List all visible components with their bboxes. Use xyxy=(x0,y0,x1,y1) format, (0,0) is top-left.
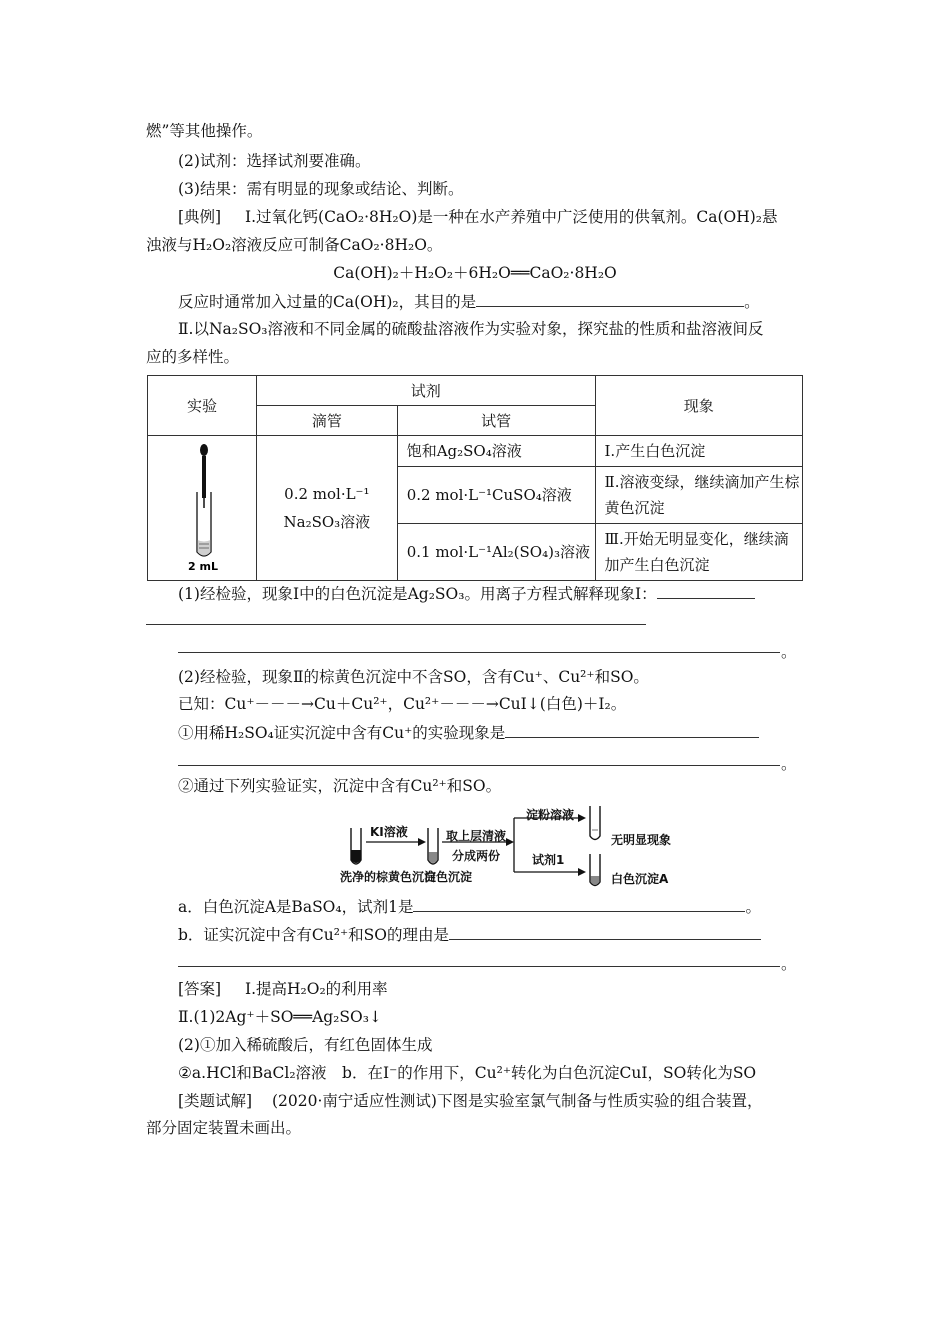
phenomenon: Ⅰ.产生白色沉淀 xyxy=(595,436,803,467)
example-intro-2: 浊液与H₂O₂溶液反应可制备CaO₂·8H₂O。 xyxy=(146,236,443,254)
example-intro-1: [典例] Ⅰ.过氧化钙(CaO₂·8H₂O)是一种在水产养殖中广泛使用的供氧剂。Ca(OH)₂悬 xyxy=(178,208,778,226)
example-intro-3: Ⅱ.以Na₂SO₃溶液和不同金属的硫酸盐溶液作为实验对象，探究盐的性质和盐溶液间反 xyxy=(178,320,764,338)
volume-label: 2 mL xyxy=(187,560,218,573)
period: 。 xyxy=(781,643,797,661)
tube-reagent: 0.1 mol·L⁻¹Al₂(SO₄)₃溶液 xyxy=(397,523,595,580)
header-tube: 试管 xyxy=(397,406,595,436)
answer-blank xyxy=(476,290,744,307)
question-1: (1)经检验，现象Ⅰ中的白色沉淀是Ag₂SO₃。用离子方程式解释现象Ⅰ： xyxy=(178,582,755,605)
dropper-tube-illustration xyxy=(152,436,252,576)
para-reagent: (2)试剂：选择试剂要准确。 xyxy=(178,152,371,170)
answer-line xyxy=(178,765,780,766)
answer-4: ②a.HCl和BaCl₂溶液 b．在I⁻的作用下，Cu²⁺转化为白色沉淀CuI，SO转化为SO xyxy=(178,1064,757,1082)
para-line: 燃”等其他操作。 xyxy=(146,122,263,140)
answer-1: [答案] Ⅰ.提高H₂O₂的利用率 xyxy=(178,980,388,998)
label-starch: 淀粉溶液 xyxy=(526,808,575,822)
label-split: 分成两份 xyxy=(452,849,501,863)
question-a: a．白色沉淀A是BaSO₄，试剂1是 。 xyxy=(178,895,761,918)
answer-blank xyxy=(505,721,759,738)
header-reagent: 试剂 xyxy=(256,376,595,406)
label-no-change: 无明显现象 xyxy=(611,833,672,847)
header-experiment: 实验 xyxy=(148,376,257,436)
dropper-reagent: 0.2 mol·L⁻¹ Na₂SO₃溶液 xyxy=(256,436,397,581)
answer-line xyxy=(178,652,780,653)
label-washed: 洗净的棕黄色沉淀 xyxy=(340,870,437,884)
label-white: 白色沉淀 xyxy=(424,870,473,884)
question-purpose: 反应时通常加入过量的Ca(OH)₂，其目的是 。 xyxy=(178,290,760,313)
answer-line xyxy=(178,966,780,967)
para-result: (3)结果：需有明显的现象或结论、判断。 xyxy=(178,180,464,198)
similar-question-1: [类题试解] (2020·南宁适应性测试)下图是实验室氯气制备与性质实验的组合装置， xyxy=(178,1092,763,1110)
header-dropper: 滴管 xyxy=(256,406,397,436)
answer-line xyxy=(146,624,646,625)
label-white-a: 白色沉淀A xyxy=(611,872,669,886)
chemical-equation: Ca(OH)₂＋H₂O₂＋6H₂O══CaO₂·8H₂O xyxy=(333,264,617,282)
experiment-table xyxy=(147,375,803,581)
tube-reagent: 饱和Ag₂SO₄溶液 xyxy=(397,436,595,467)
apparatus-cell xyxy=(148,436,257,581)
answer-2: Ⅱ.(1)2Ag⁺＋SO══Ag₂SO₃↓ xyxy=(178,1008,382,1026)
similar-tag: [类题试解] xyxy=(178,1092,253,1110)
example-intro-4: 应的多样性。 xyxy=(146,348,240,366)
label-supernatant: 取上层清液 xyxy=(446,829,507,843)
header-phenomenon: 现象 xyxy=(595,376,803,436)
question-2: (2)经检验，现象Ⅱ的棕黄色沉淀中不含SO，含有Cu⁺、Cu²⁺和SO。 xyxy=(178,668,649,686)
period: 。 xyxy=(781,955,797,973)
tube-reagent: 0.2 mol·L⁻¹CuSO₄溶液 xyxy=(397,467,595,523)
question-2-2: ②通过下列实验证实，沉淀中含有Cu²⁺和SO。 xyxy=(178,777,502,795)
answer-blank xyxy=(657,582,755,599)
phenomenon: Ⅲ.开始无明显变化，继续滴加产生白色沉淀 xyxy=(595,523,803,580)
answer-3: (2)①加入稀硫酸后，有红色固体生成 xyxy=(178,1036,433,1054)
phenomenon: Ⅱ.溶液变绿，继续滴加产生棕黄色沉淀 xyxy=(595,467,803,523)
example-tag: [典例] xyxy=(178,208,222,226)
label-reagent-1: 试剂1 xyxy=(532,853,565,867)
period: 。 xyxy=(781,755,797,773)
roman-one: Ⅰ. xyxy=(244,208,257,226)
question-b: b．证实沉淀中含有Cu²⁺和SO的理由是 xyxy=(178,923,761,946)
similar-question-2: 部分固定装置未画出。 xyxy=(146,1119,302,1137)
answer-tag: [答案] xyxy=(178,980,222,998)
answer-blank xyxy=(449,923,761,940)
answer-blank xyxy=(413,895,745,912)
known-reactions: 已知：Cu⁺－－－→Cu＋Cu²⁺，Cu²⁺－－－→CuI↓(白色)＋I₂。 xyxy=(178,695,627,713)
question-2-1: ①用稀H₂SO₄证实沉淀中含有Cu⁺的实验现象是 xyxy=(178,721,759,744)
label-ki: KI溶液 xyxy=(370,825,408,839)
